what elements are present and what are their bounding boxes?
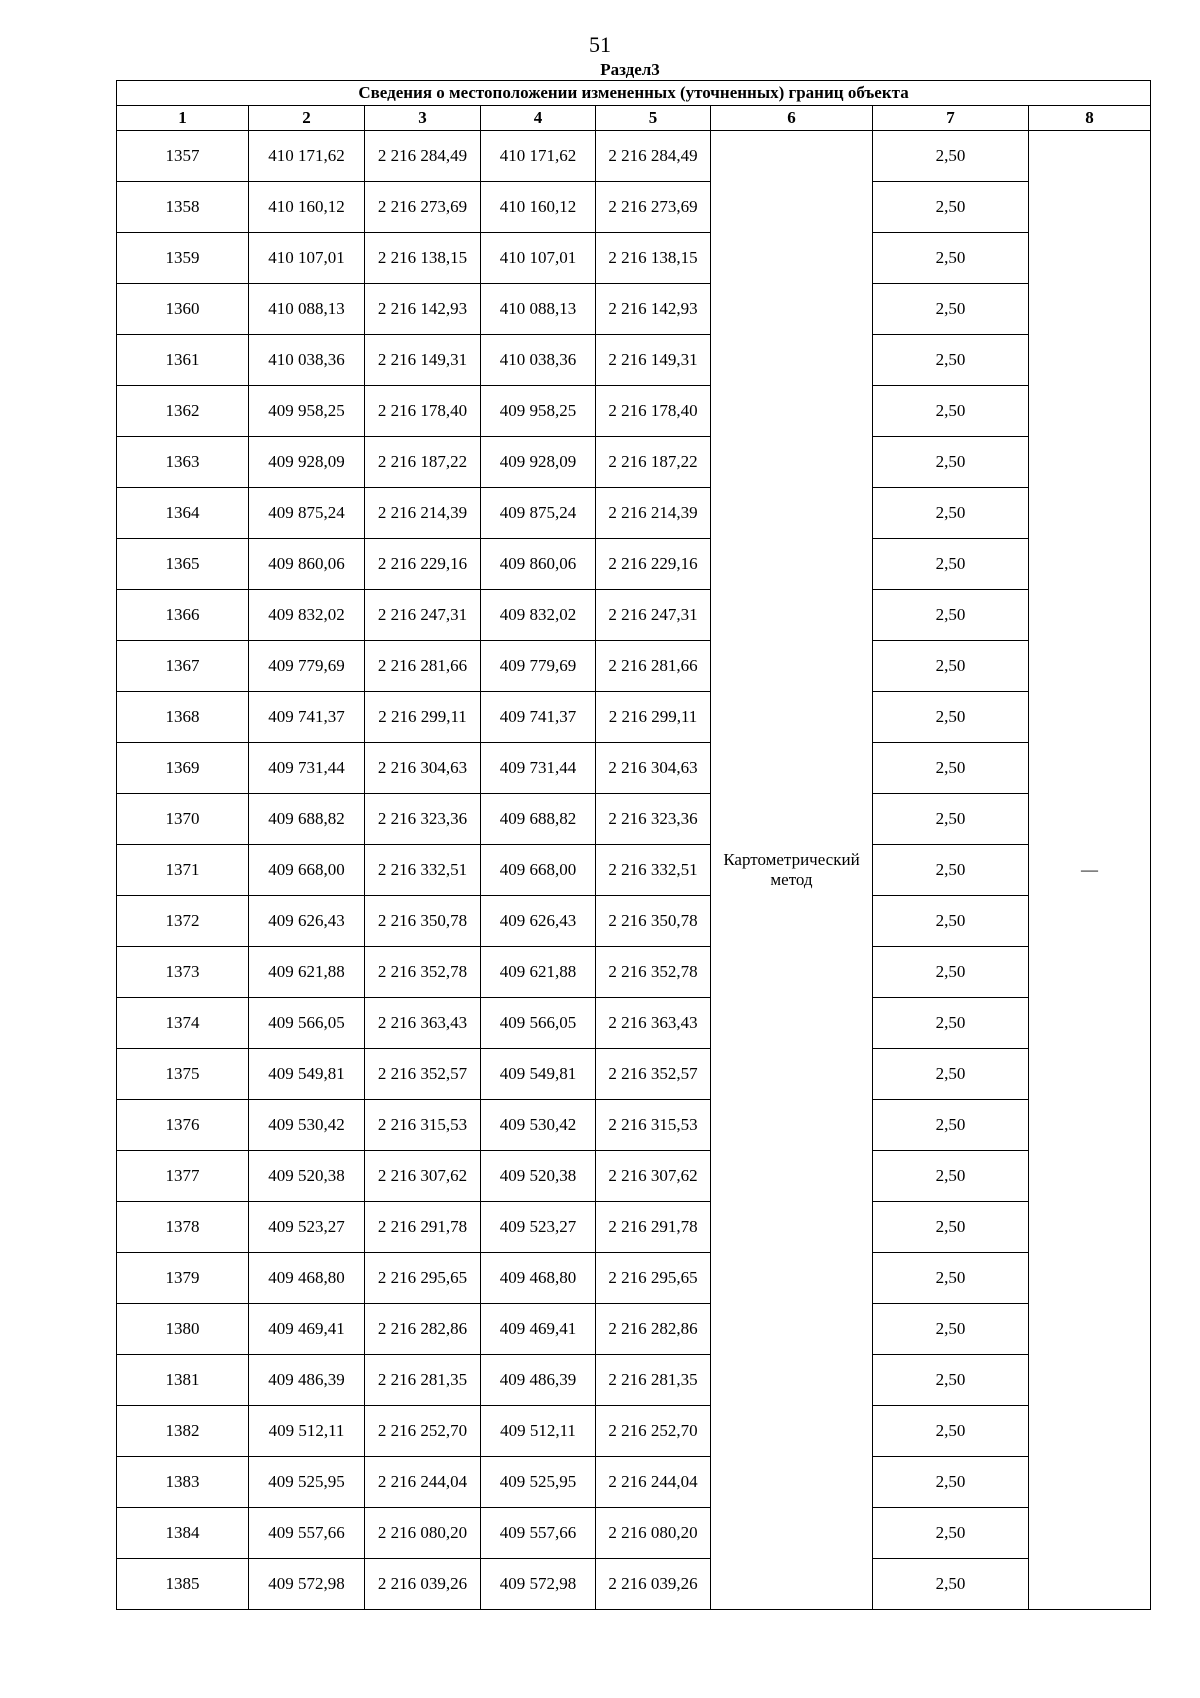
existing-x-cell: 410 160,12: [249, 182, 365, 233]
refined-x-cell: 409 731,44: [481, 743, 596, 794]
refined-x-cell: 410 088,13: [481, 284, 596, 335]
existing-y-cell: 2 216 080,20: [365, 1508, 481, 1559]
existing-x-cell: 410 038,36: [249, 335, 365, 386]
table-row: [117, 1406, 1151, 1457]
column-number-2: 2: [249, 106, 365, 131]
refined-y-cell: 2 216 304,63: [596, 743, 711, 794]
existing-x-cell: 409 523,27: [249, 1202, 365, 1253]
accuracy-cell: 2,50: [873, 284, 1029, 335]
column-number-1: 1: [117, 106, 249, 131]
accuracy-cell: 2,50: [873, 1559, 1029, 1610]
existing-y-cell: 2 216 350,78: [365, 896, 481, 947]
table-row: [117, 1559, 1151, 1610]
table-row: [117, 1049, 1151, 1100]
refined-y-cell: 2 216 080,20: [596, 1508, 711, 1559]
refined-y-cell: 2 216 273,69: [596, 182, 711, 233]
refined-y-cell: 2 216 282,86: [596, 1304, 711, 1355]
accuracy-cell: 2,50: [873, 539, 1029, 590]
existing-y-cell: 2 216 282,86: [365, 1304, 481, 1355]
existing-x-cell: 409 668,00: [249, 845, 365, 896]
refined-y-cell: 2 216 299,11: [596, 692, 711, 743]
refined-y-cell: 2 216 350,78: [596, 896, 711, 947]
point-number-cell: 1361: [117, 335, 249, 386]
table-row: [117, 284, 1151, 335]
existing-y-cell: 2 216 138,15: [365, 233, 481, 284]
existing-y-cell: 2 216 332,51: [365, 845, 481, 896]
table-row: [117, 1151, 1151, 1202]
refined-y-cell: 2 216 352,57: [596, 1049, 711, 1100]
existing-y-cell: 2 216 281,66: [365, 641, 481, 692]
refined-x-cell: 409 621,88: [481, 947, 596, 998]
table-row: [117, 743, 1151, 794]
accuracy-cell: 2,50: [873, 488, 1029, 539]
refined-x-cell: 409 875,24: [481, 488, 596, 539]
refined-x-cell: 409 566,05: [481, 998, 596, 1049]
table-row: [117, 488, 1151, 539]
existing-x-cell: 409 512,11: [249, 1406, 365, 1457]
existing-x-cell: 409 525,95: [249, 1457, 365, 1508]
existing-y-cell: 2 216 352,78: [365, 947, 481, 998]
table-row: [117, 233, 1151, 284]
table-row: [117, 1457, 1151, 1508]
refined-y-cell: 2 216 138,15: [596, 233, 711, 284]
column-number-5: 5: [596, 106, 711, 131]
refined-x-cell: 409 530,42: [481, 1100, 596, 1151]
accuracy-cell: 2,50: [873, 947, 1029, 998]
existing-x-cell: 409 572,98: [249, 1559, 365, 1610]
existing-y-cell: 2 216 363,43: [365, 998, 481, 1049]
point-number-cell: 1357: [117, 131, 249, 182]
table-row: [117, 1304, 1151, 1355]
refined-y-cell: 2 216 291,78: [596, 1202, 711, 1253]
existing-x-cell: 409 468,80: [249, 1253, 365, 1304]
existing-y-cell: 2 216 304,63: [365, 743, 481, 794]
refined-y-cell: 2 216 178,40: [596, 386, 711, 437]
point-number-cell: 1383: [117, 1457, 249, 1508]
point-number-cell: 1371: [117, 845, 249, 896]
point-number-cell: 1384: [117, 1508, 249, 1559]
existing-y-cell: 2 216 252,70: [365, 1406, 481, 1457]
accuracy-cell: 2,50: [873, 233, 1029, 284]
accuracy-cell: 2,50: [873, 1304, 1029, 1355]
table-row: [117, 641, 1151, 692]
existing-x-cell: 409 688,82: [249, 794, 365, 845]
table-row: [117, 131, 1151, 182]
table-row: [117, 437, 1151, 488]
accuracy-cell: 2,50: [873, 1253, 1029, 1304]
existing-y-cell: 2 216 149,31: [365, 335, 481, 386]
refined-y-cell: 2 216 307,62: [596, 1151, 711, 1202]
accuracy-cell: 2,50: [873, 131, 1029, 182]
table-row: [117, 998, 1151, 1049]
existing-x-cell: 410 107,01: [249, 233, 365, 284]
existing-x-cell: 409 557,66: [249, 1508, 365, 1559]
point-number-cell: 1369: [117, 743, 249, 794]
existing-y-cell: 2 216 039,26: [365, 1559, 481, 1610]
point-number-cell: 1373: [117, 947, 249, 998]
existing-y-cell: 2 216 299,11: [365, 692, 481, 743]
table-row: [117, 335, 1151, 386]
point-number-cell: 1359: [117, 233, 249, 284]
refined-y-cell: 2 216 284,49: [596, 131, 711, 182]
table-row: [117, 182, 1151, 233]
point-number-cell: 1372: [117, 896, 249, 947]
point-number-cell: 1381: [117, 1355, 249, 1406]
point-number-cell: 1362: [117, 386, 249, 437]
existing-y-cell: 2 216 307,62: [365, 1151, 481, 1202]
refined-y-cell: 2 216 252,70: [596, 1406, 711, 1457]
refined-x-cell: 409 668,00: [481, 845, 596, 896]
point-number-cell: 1368: [117, 692, 249, 743]
existing-x-cell: 409 566,05: [249, 998, 365, 1049]
existing-y-cell: 2 216 142,93: [365, 284, 481, 335]
table-row: [117, 539, 1151, 590]
refined-x-cell: 409 958,25: [481, 386, 596, 437]
existing-x-cell: 409 486,39: [249, 1355, 365, 1406]
existing-y-cell: 2 216 315,53: [365, 1100, 481, 1151]
table-row: [117, 896, 1151, 947]
table-row: [117, 1355, 1151, 1406]
accuracy-cell: 2,50: [873, 335, 1029, 386]
refined-y-cell: 2 216 363,43: [596, 998, 711, 1049]
accuracy-cell: 2,50: [873, 1100, 1029, 1151]
point-number-cell: 1364: [117, 488, 249, 539]
point-number-cell: 1375: [117, 1049, 249, 1100]
point-number-cell: 1374: [117, 998, 249, 1049]
refined-y-cell: 2 216 039,26: [596, 1559, 711, 1610]
point-number-cell: 1380: [117, 1304, 249, 1355]
existing-x-cell: 409 731,44: [249, 743, 365, 794]
refined-x-cell: 410 171,62: [481, 131, 596, 182]
existing-x-cell: 410 088,13: [249, 284, 365, 335]
refined-x-cell: 409 486,39: [481, 1355, 596, 1406]
refined-x-cell: 409 468,80: [481, 1253, 596, 1304]
refined-x-cell: 409 572,98: [481, 1559, 596, 1610]
existing-y-cell: 2 216 295,65: [365, 1253, 481, 1304]
point-number-cell: 1379: [117, 1253, 249, 1304]
table-row: [117, 1202, 1151, 1253]
table-row: [117, 1508, 1151, 1559]
point-number-cell: 1370: [117, 794, 249, 845]
existing-y-cell: 2 216 352,57: [365, 1049, 481, 1100]
existing-y-cell: 2 216 214,39: [365, 488, 481, 539]
point-number-cell: 1377: [117, 1151, 249, 1202]
accuracy-cell: 2,50: [873, 641, 1029, 692]
accuracy-cell: 2,50: [873, 794, 1029, 845]
refined-x-cell: 409 741,37: [481, 692, 596, 743]
accuracy-cell: 2,50: [873, 1049, 1029, 1100]
column-number-3: 3: [365, 106, 481, 131]
refined-x-cell: 409 549,81: [481, 1049, 596, 1100]
table-row: [117, 947, 1151, 998]
accuracy-cell: 2,50: [873, 1457, 1029, 1508]
accuracy-cell: 2,50: [873, 845, 1029, 896]
point-number-cell: 1365: [117, 539, 249, 590]
accuracy-cell: 2,50: [873, 1151, 1029, 1202]
existing-y-cell: 2 216 273,69: [365, 182, 481, 233]
refined-y-cell: 2 216 229,16: [596, 539, 711, 590]
existing-x-cell: 410 171,62: [249, 131, 365, 182]
table-row: [117, 1253, 1151, 1304]
existing-x-cell: 409 626,43: [249, 896, 365, 947]
existing-x-cell: 409 741,37: [249, 692, 365, 743]
point-number-cell: 1358: [117, 182, 249, 233]
table-body: [117, 131, 1151, 1610]
point-number-cell: 1376: [117, 1100, 249, 1151]
refined-y-cell: 2 216 332,51: [596, 845, 711, 896]
coordinates-table: [116, 80, 1151, 1610]
existing-x-cell: 409 832,02: [249, 590, 365, 641]
existing-y-cell: 2 216 291,78: [365, 1202, 481, 1253]
table-row: [117, 1100, 1151, 1151]
refined-y-cell: 2 216 149,31: [596, 335, 711, 386]
refined-y-cell: 2 216 281,35: [596, 1355, 711, 1406]
accuracy-cell: 2,50: [873, 590, 1029, 641]
refined-x-cell: 409 523,27: [481, 1202, 596, 1253]
refined-y-cell: 2 216 281,66: [596, 641, 711, 692]
refined-x-cell: 409 557,66: [481, 1508, 596, 1559]
point-number-cell: 1382: [117, 1406, 249, 1457]
refined-y-cell: 2 216 187,22: [596, 437, 711, 488]
point-number-cell: 1385: [117, 1559, 249, 1610]
refined-x-cell: 409 626,43: [481, 896, 596, 947]
table-row: [117, 794, 1151, 845]
refined-x-cell: 409 469,41: [481, 1304, 596, 1355]
table-row: [117, 590, 1151, 641]
accuracy-cell: 2,50: [873, 1202, 1029, 1253]
column-number-4: 4: [481, 106, 596, 131]
table-row: [117, 845, 1151, 896]
refined-x-cell: 410 107,01: [481, 233, 596, 284]
refined-y-cell: 2 216 295,65: [596, 1253, 711, 1304]
existing-x-cell: 409 779,69: [249, 641, 365, 692]
column-number-8: 8: [1029, 106, 1151, 131]
existing-x-cell: 409 958,25: [249, 386, 365, 437]
accuracy-cell: 2,50: [873, 386, 1029, 437]
accuracy-cell: 2,50: [873, 743, 1029, 794]
section-title: Раздел3: [600, 60, 660, 79]
column8-cell: —: [1029, 131, 1151, 1610]
table-row: [117, 692, 1151, 743]
accuracy-cell: 2,50: [873, 1508, 1029, 1559]
accuracy-cell: 2,50: [873, 692, 1029, 743]
column-number-row: [117, 106, 1151, 131]
refined-x-cell: 409 928,09: [481, 437, 596, 488]
existing-x-cell: 409 520,38: [249, 1151, 365, 1202]
existing-x-cell: 409 549,81: [249, 1049, 365, 1100]
table-caption: Сведения о местоположении измененных (уточненных) границ объекта: [117, 81, 1151, 106]
refined-y-cell: 2 216 247,31: [596, 590, 711, 641]
refined-y-cell: 2 216 323,36: [596, 794, 711, 845]
existing-y-cell: 2 216 229,16: [365, 539, 481, 590]
column-number-7: 7: [873, 106, 1029, 131]
point-number-cell: 1363: [117, 437, 249, 488]
existing-x-cell: 409 928,09: [249, 437, 365, 488]
existing-y-cell: 2 216 281,35: [365, 1355, 481, 1406]
refined-y-cell: 2 216 244,04: [596, 1457, 711, 1508]
point-number-cell: 1378: [117, 1202, 249, 1253]
refined-y-cell: 2 216 352,78: [596, 947, 711, 998]
existing-y-cell: 2 216 244,04: [365, 1457, 481, 1508]
refined-x-cell: 410 038,36: [481, 335, 596, 386]
refined-x-cell: 409 860,06: [481, 539, 596, 590]
refined-y-cell: 2 216 142,93: [596, 284, 711, 335]
existing-x-cell: 409 469,41: [249, 1304, 365, 1355]
refined-x-cell: 410 160,12: [481, 182, 596, 233]
refined-x-cell: 409 779,69: [481, 641, 596, 692]
table-row: [117, 386, 1151, 437]
existing-y-cell: 2 216 323,36: [365, 794, 481, 845]
refined-x-cell: 409 525,95: [481, 1457, 596, 1508]
refined-x-cell: 409 688,82: [481, 794, 596, 845]
existing-x-cell: 409 860,06: [249, 539, 365, 590]
point-number-cell: 1360: [117, 284, 249, 335]
column-number-6: 6: [711, 106, 873, 131]
point-number-cell: 1366: [117, 590, 249, 641]
existing-x-cell: 409 530,42: [249, 1100, 365, 1151]
refined-y-cell: 2 216 315,53: [596, 1100, 711, 1151]
refined-x-cell: 409 512,11: [481, 1406, 596, 1457]
existing-y-cell: 2 216 284,49: [365, 131, 481, 182]
accuracy-cell: 2,50: [873, 1355, 1029, 1406]
page-number: 51: [589, 32, 611, 57]
refined-y-cell: 2 216 214,39: [596, 488, 711, 539]
refined-x-cell: 409 520,38: [481, 1151, 596, 1202]
method-cell: Картометрический метод: [711, 131, 873, 1610]
existing-x-cell: 409 621,88: [249, 947, 365, 998]
existing-y-cell: 2 216 178,40: [365, 386, 481, 437]
accuracy-cell: 2,50: [873, 437, 1029, 488]
refined-x-cell: 409 832,02: [481, 590, 596, 641]
existing-y-cell: 2 216 187,22: [365, 437, 481, 488]
existing-y-cell: 2 216 247,31: [365, 590, 481, 641]
accuracy-cell: 2,50: [873, 182, 1029, 233]
existing-x-cell: 409 875,24: [249, 488, 365, 539]
accuracy-cell: 2,50: [873, 1406, 1029, 1457]
point-number-cell: 1367: [117, 641, 249, 692]
accuracy-cell: 2,50: [873, 998, 1029, 1049]
accuracy-cell: 2,50: [873, 896, 1029, 947]
